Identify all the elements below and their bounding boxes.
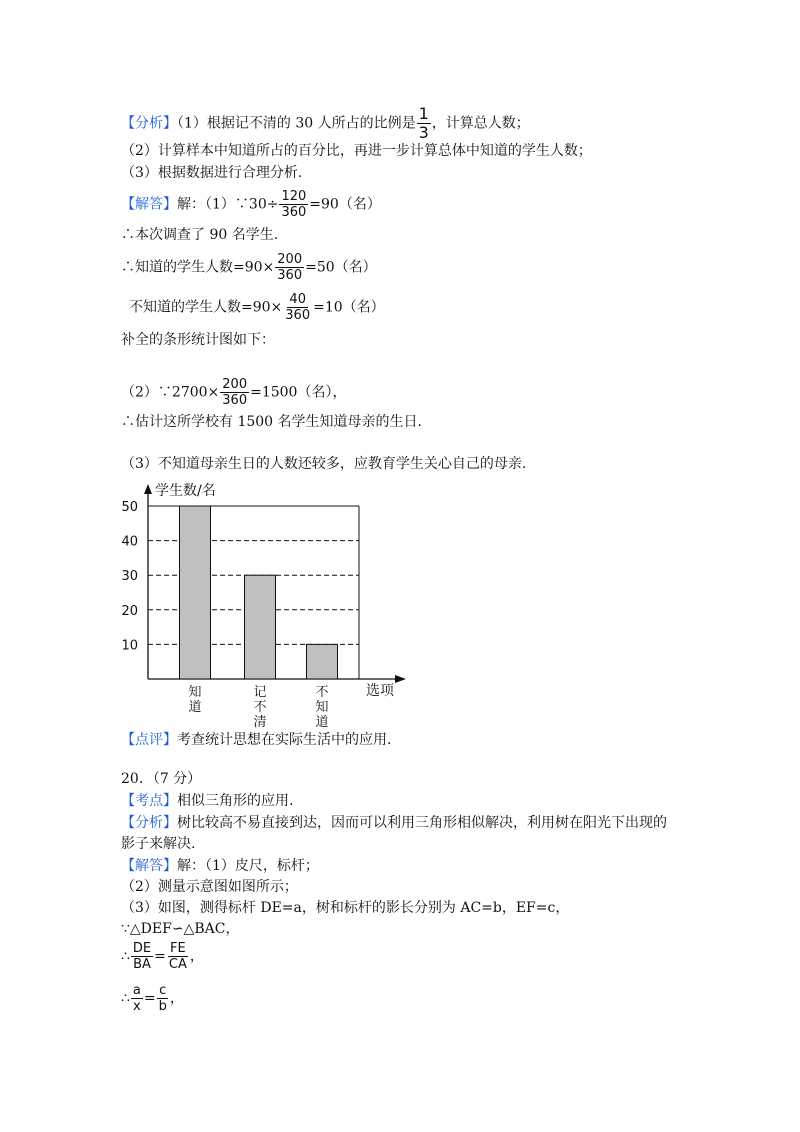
category-label-0-1: 道	[188, 700, 202, 715]
q20-analysis-1: 【分析】树比较高不易直接到达，因而可以利用三角形相似解决，利用树在阳光下出现的	[121, 815, 667, 831]
fraction-de-ba: $\frac{DE}{BA}$	[132, 941, 152, 972]
q20-solution-tag: 【解答】	[121, 858, 177, 874]
category-label-1-1: 不	[253, 700, 267, 715]
analysis-line-3: （3）根据数据进行合理分析.	[121, 165, 303, 181]
q20-ratio-1: ∴ $\frac{DE}{BA}$ = $\frac{FE}{CA}$ ，	[121, 941, 204, 972]
analysis-line-1: 【分析】（1）根据记不清的 30 人所占的比例是 $\frac{1}{3}$ ，计算总人数；	[121, 104, 530, 142]
chart-ytick-labels	[121, 500, 138, 653]
fraction-200-360-b: $\frac{200}{360}$	[222, 377, 248, 408]
q20-header: 20．（7 分）	[121, 771, 202, 787]
analysis-text: （1）根据记不清的 30 人所占的比例是	[177, 115, 416, 132]
analysis-line-2: （2）计算样本中知道所占的百分比，再进一步计算总体中知道的学生人数；	[121, 143, 592, 159]
chart-bars	[180, 506, 338, 679]
q20-solution-2: （2）测量示意图如图所示；	[121, 879, 298, 895]
solution-line-5: 补全的条形统计图如下：	[121, 332, 275, 348]
q20-solution-3: （3）如图，测得标杆 DE=a，树和标杆的影长分别为 AC=b，EF=c，	[121, 900, 570, 916]
category-label-2-0: 不	[315, 685, 329, 700]
comment-line: 【点评】考查统计思想在实际生活中的应用.	[121, 732, 392, 748]
q20-keypoint: 【考点】相似三角形的应用.	[121, 793, 294, 809]
category-label-0-0: 知	[188, 685, 202, 700]
solution-line-1: 【解答】解：（1）∵30÷ $\frac{120}{360}$ =90（名）	[121, 189, 381, 220]
ytick-label-50: 50	[121, 500, 138, 515]
fraction-fe-ca: $\frac{FE}{CA}$	[168, 941, 187, 972]
category-label-1-2: 清	[253, 715, 267, 730]
bar-0	[180, 506, 211, 679]
solution-line-4: 不知道的学生人数=90× $\frac{40}{360}$ =10（名）	[129, 292, 385, 323]
ytick-label-30: 30	[121, 569, 138, 585]
solution-line-3: ∴知道的学生人数=90× $\frac{200}{360}$ =50（名）	[121, 252, 377, 283]
bar-1	[245, 575, 276, 679]
solution-line-6: （2）∵2700× $\frac{200}{360}$ =1500（名），	[121, 377, 347, 408]
ytick-label-20: 20	[121, 603, 138, 619]
solution-line-2: ∴本次调查了 90 名学生.	[121, 227, 279, 243]
q20-analysis-tag: 【分析】	[121, 815, 177, 831]
fraction-40-360: $\frac{40}{360}$	[285, 292, 311, 323]
category-label-1-0: 记	[253, 685, 267, 700]
fraction-120-360: $\frac{120}{360}$	[281, 189, 307, 220]
solution-tag: 【解答】	[121, 196, 177, 213]
bar-2	[307, 644, 338, 679]
x-axis-arrow	[395, 675, 406, 683]
keypoint-tag: 【考点】	[121, 793, 177, 809]
comment-tag: 【点评】	[121, 732, 177, 748]
category-label-2-2: 道	[315, 715, 329, 730]
fraction-c-b: $\frac{c}{b}$	[158, 983, 167, 1014]
y-axis-arrow	[144, 484, 152, 494]
ytick-label-10: 10	[121, 638, 138, 654]
q20-solution-4: ∵△DEF∽△BAC，	[121, 921, 240, 937]
fraction-a-x: $\frac{a}{x}$	[132, 983, 141, 1014]
q20-analysis-2: 影子来解决.	[121, 836, 196, 852]
solution-line-7: ∴估计这所学校有 1500 名学生知道母亲的生日.	[121, 414, 422, 430]
fraction-one-third: $\frac{1}{3}$	[418, 104, 429, 142]
chart-category-labels	[188, 685, 328, 730]
x-axis-label: 选项	[366, 683, 394, 699]
q20-solution-1: 【解答】解：（1）皮尺，标杆；	[121, 858, 319, 874]
analysis-tag: 【分析】	[121, 115, 177, 132]
solution-line-8: （3）不知道母亲生日的人数还较多，应教育学生关心自己的母亲.	[121, 456, 527, 472]
category-label-2-1: 知	[315, 700, 329, 715]
fraction-200-360: $\frac{200}{360}$	[277, 252, 303, 283]
ytick-label-40: 40	[121, 534, 138, 550]
y-axis-label: 学生数/名	[155, 483, 216, 499]
q20-ratio-2: ∴ $\frac{a}{x}$ = $\frac{c}{b}$ ，	[121, 983, 184, 1014]
